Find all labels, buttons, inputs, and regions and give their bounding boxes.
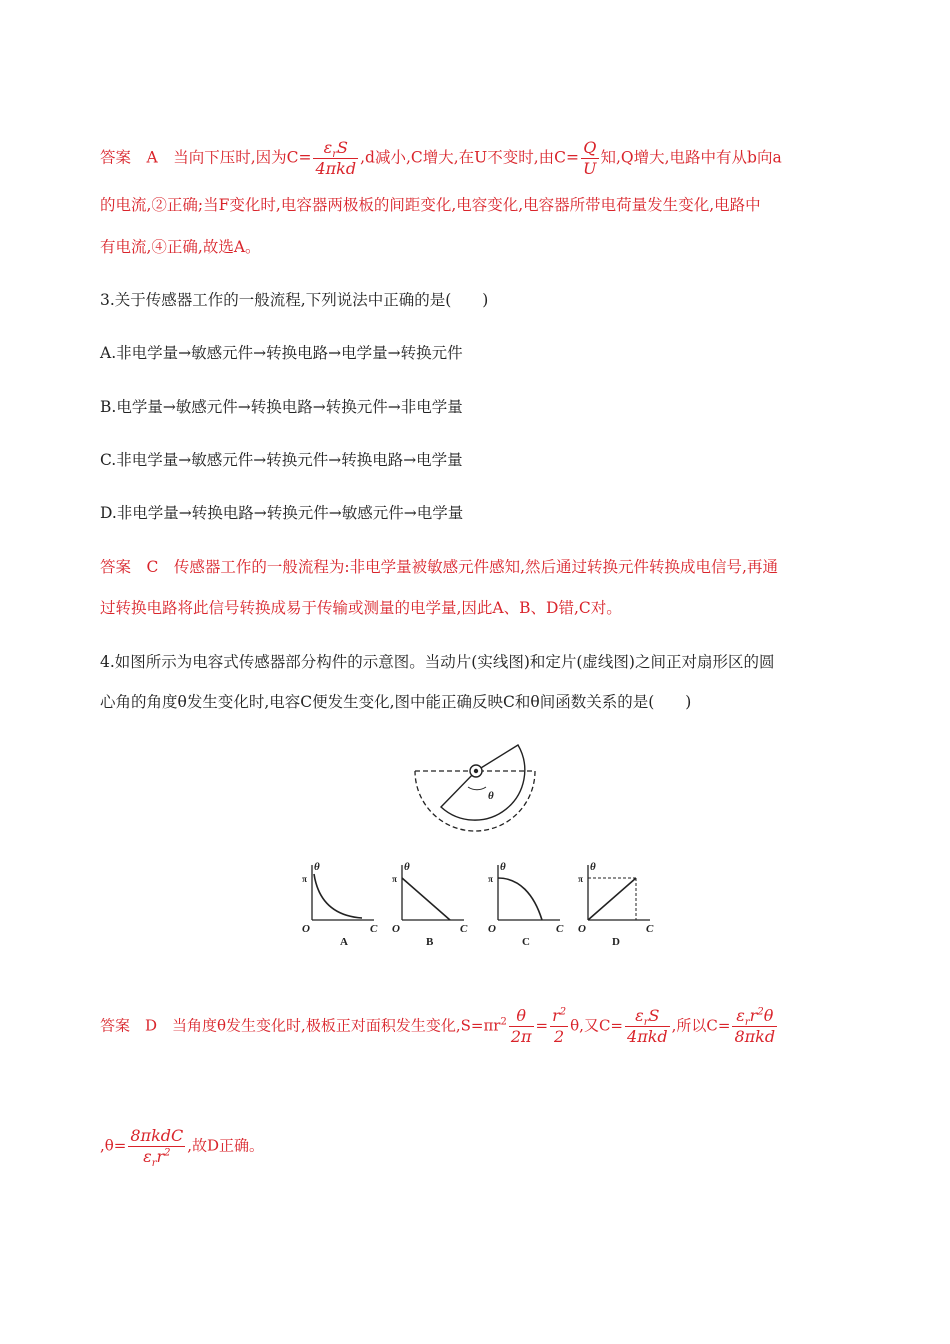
x-axis-label: C bbox=[460, 923, 468, 935]
y-axis-label: θ bbox=[500, 861, 506, 873]
q3-answer-line2: 过转换电路将此信号转换成易于传输或测量的电学量,因此A、B、D错,C对。 bbox=[100, 599, 622, 617]
fraction-theta-over-2pi: $\frac{\theta}{2\pi}$ bbox=[510, 1006, 532, 1046]
fraction-theta-formula: $\frac{\text{8πkdC}}{\varepsilon_rr^2}$ bbox=[130, 1126, 184, 1170]
q3-option-c: C.非电学量→敏感元件→转换元件→转换电路→电学量 bbox=[100, 451, 463, 469]
q3-option-d: D.非电学量→转换电路→转换元件→敏感元件→电学量 bbox=[100, 504, 464, 522]
y-axis-label: θ bbox=[590, 861, 596, 873]
q3-option-a: A.非电学量→敏感元件→转换电路→电学量→转换元件 bbox=[100, 344, 463, 362]
capacitor-sensor-diagram bbox=[410, 735, 550, 835]
moving-plate-solid bbox=[441, 745, 525, 820]
pi-label: π bbox=[392, 874, 397, 884]
graph-a bbox=[298, 860, 380, 950]
fraction-capacitance: $\frac{\varepsilon_rS}{\text{4πkd}}$ bbox=[627, 1006, 668, 1046]
curve-hyperbola bbox=[314, 874, 362, 918]
graph-letter: D bbox=[612, 936, 620, 948]
q4-answer-line1: 答案 D 当角度θ发生变化时,极板正对面积发生变化$,S=\pi r^2$ $\frac{\theta}{2\pi}$ = $\frac{r^2}{2}$ θ,又C= $\frac{\varepsilon_rS}{\text{4πkd}}$ ,所以C= $\frac{\varepsilon_rr^2\theta}{\text{8πkd}}$ bbox=[100, 1006, 776, 1046]
line-increasing bbox=[588, 878, 636, 920]
graph-c bbox=[484, 860, 566, 950]
pi-label: π bbox=[302, 874, 307, 884]
x-axis-label: C bbox=[646, 923, 654, 935]
y-axis-label: θ bbox=[314, 861, 320, 873]
fraction-capacitance-theta: $\frac{\varepsilon_rr^2\theta}{\text{8πkd}}$ bbox=[734, 1006, 776, 1046]
theta-label: θ bbox=[488, 790, 494, 802]
q2-answer-line2: 的电流,②正确;当F变化时,电容器两极板的间距变化,电容变化,电容器所带电荷量发生变化,电路中 bbox=[100, 196, 761, 214]
y-axis-label: θ bbox=[404, 861, 410, 873]
x-axis-label: C bbox=[370, 923, 378, 935]
graph-letter: A bbox=[340, 936, 348, 948]
q2-answer-line1: 答案 A 当向下压时,因为C= $\frac{\varepsilon_rS}{\text{4πkd}}$ ,d减小,C增大,在U不变时,由C= $\frac{Q}{U}$ 知,Q增大,电路中有从b向a bbox=[100, 138, 782, 178]
fixed-plate-dashed bbox=[415, 771, 535, 831]
graph-b bbox=[388, 860, 470, 950]
origin-label: O bbox=[302, 923, 310, 935]
origin-label: O bbox=[488, 923, 496, 935]
pi-label: π bbox=[488, 874, 493, 884]
pi-label: π bbox=[578, 874, 583, 884]
graph-d bbox=[574, 860, 656, 950]
line-decreasing bbox=[402, 878, 450, 920]
graph-letter: C bbox=[522, 936, 530, 948]
q3-answer-line1: 答案 C 传感器工作的一般流程为:非电学量被敏感元件感知,然后通过转换元件转换成电信号,再通 bbox=[100, 558, 778, 576]
fraction-r2-over-2: $\frac{r^2}{2}$ bbox=[552, 1006, 567, 1046]
graph-letter: B bbox=[426, 936, 434, 948]
curve-concave bbox=[498, 878, 542, 920]
q4-stem-line1: 4.如图所示为电容式传感器部分构件的示意图。当动片(实线图)和定片(虚线图)之间正对扇形区的圆 bbox=[100, 653, 775, 671]
pivot-center bbox=[474, 769, 478, 773]
angle-arc bbox=[468, 787, 486, 790]
q4-answer-line2: ,θ= $\frac{\text{8πkdC}}{\varepsilon_rr^2}$ ,故D正确。 bbox=[100, 1126, 265, 1170]
origin-label: O bbox=[578, 923, 586, 935]
q3-stem: 3.关于传感器工作的一般流程,下列说法中正确的是( ) bbox=[100, 291, 489, 309]
fraction-q-over-u: $\frac{Q}{U}$ bbox=[583, 138, 597, 178]
q3-option-b: B.电学量→敏感元件→转换电路→转换元件→非电学量 bbox=[100, 398, 463, 416]
origin-label: O bbox=[392, 923, 400, 935]
fraction-c-formula: $\frac{\varepsilon_rS}{\text{4πkd}}$ bbox=[315, 138, 357, 178]
q2-answer-line3: 有电流,④正确,故选A。 bbox=[100, 238, 261, 256]
x-axis-label: C bbox=[556, 923, 564, 935]
q4-stem-line2: 心角的角度θ发生变化时,电容C便发生变化,图中能正确反映C和θ间函数关系的是( ) bbox=[100, 693, 692, 711]
